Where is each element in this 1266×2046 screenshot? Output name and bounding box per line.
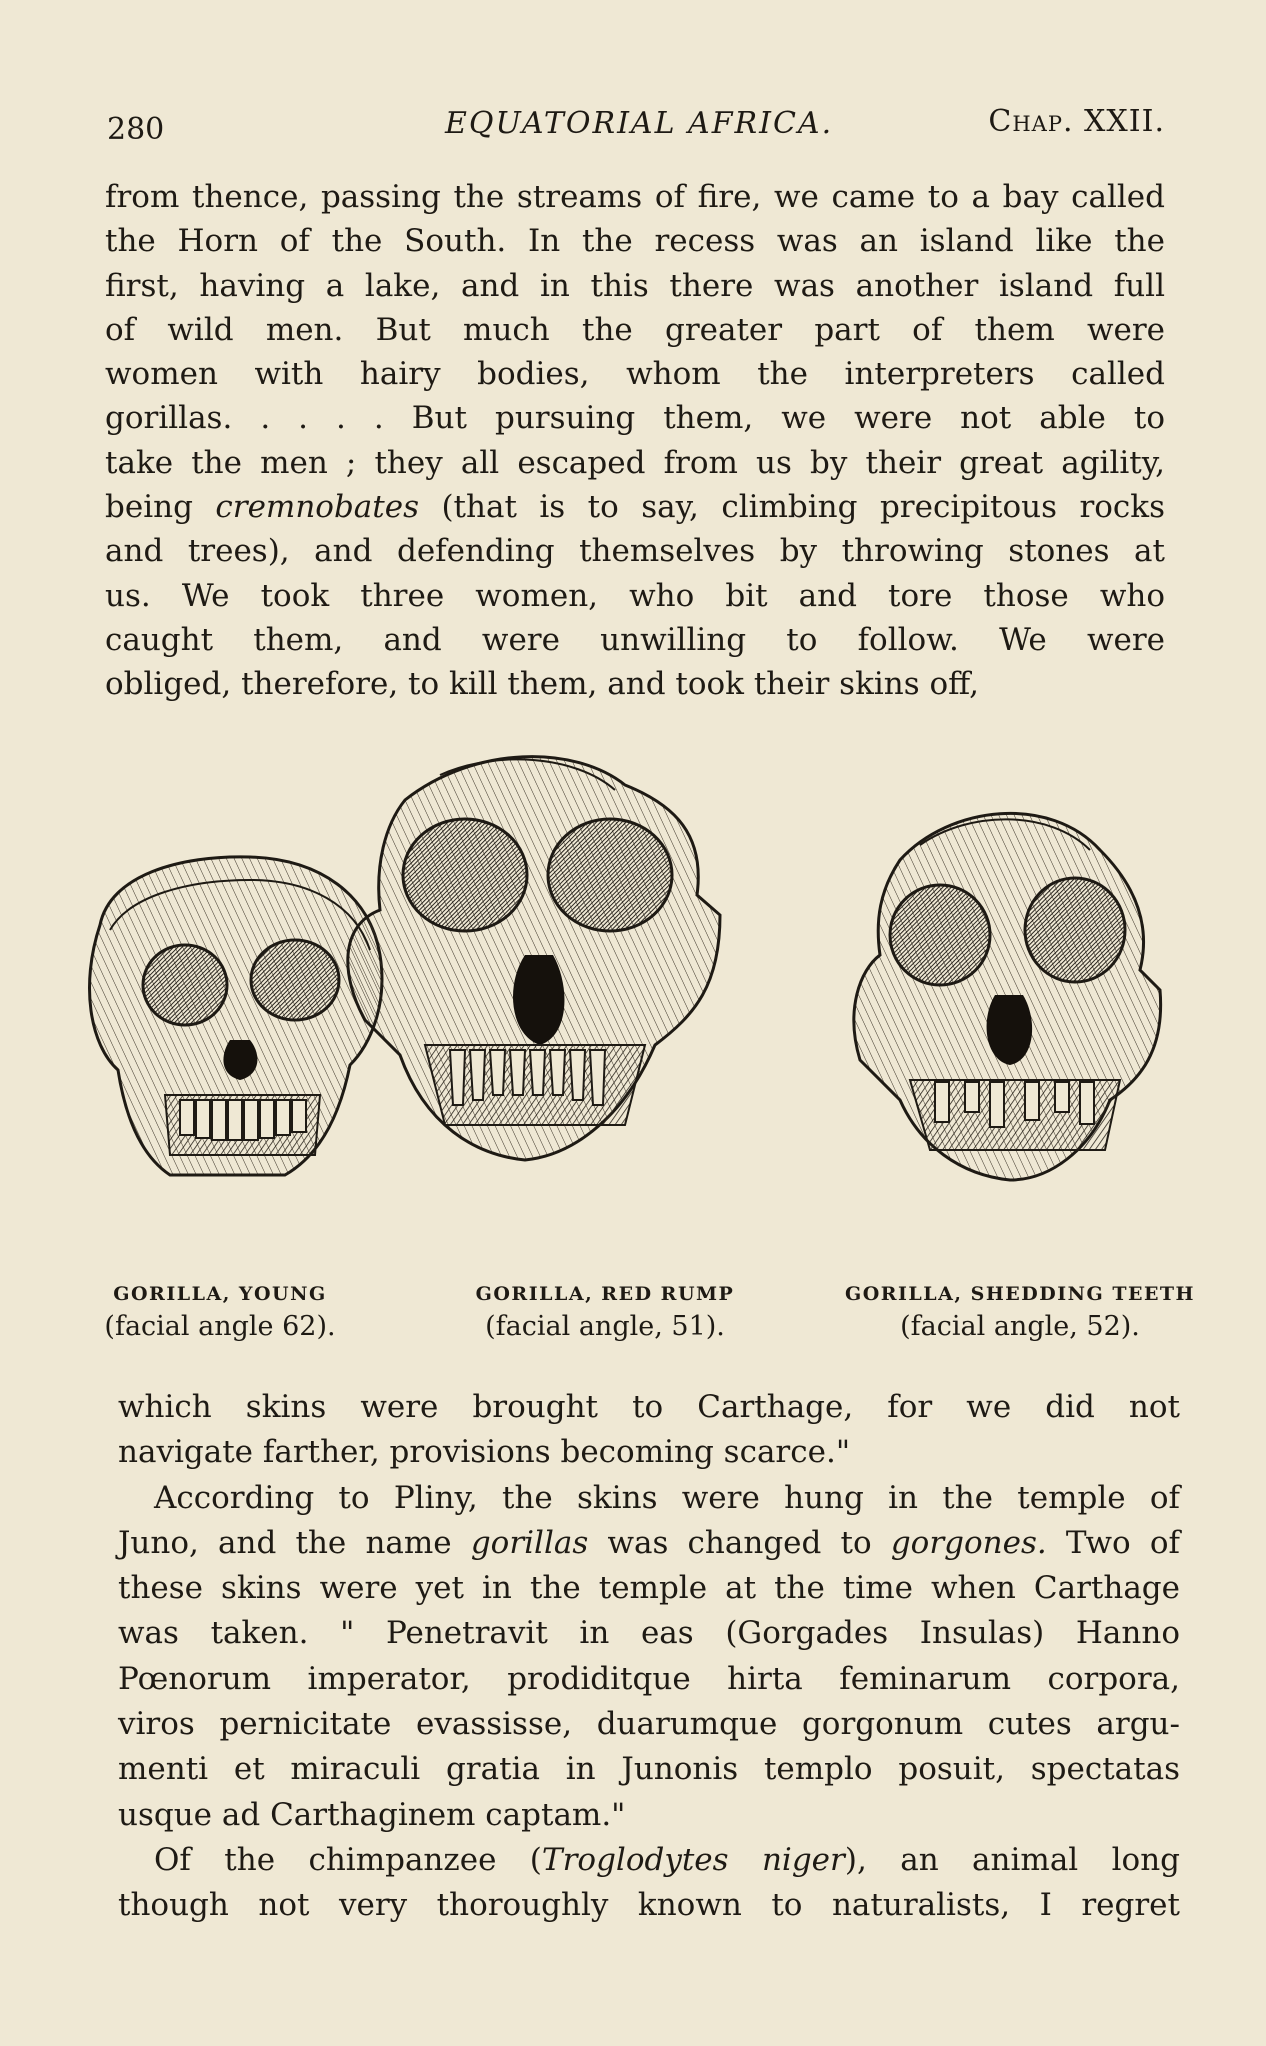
caption-title: GORILLA, YOUNG — [113, 1283, 327, 1305]
text-fragment: Two of — [1046, 1524, 1180, 1561]
text-line-troglodytes — [118, 1838, 1180, 1883]
italic-term-troglodytes-niger: Troglodytes niger — [541, 1841, 845, 1878]
caption-title: GORILLA, RED RUMP — [475, 1283, 735, 1305]
skull-engravings — [70, 745, 1230, 1265]
text-line: which skins were brought to Carthage, for we did not — [118, 1389, 1180, 1425]
text-line: women with hairy bodies, whom the interpreters called — [105, 356, 1165, 393]
text-line: though not very thoroughly known to naturalists, I regret — [118, 1887, 1180, 1924]
caption-angle: (facial angle 62). — [104, 1311, 336, 1342]
text-line: us. We took three women, who bit and tore those who — [105, 577, 1165, 614]
text-line: and trees), and defending themselves by throwing stones at — [105, 533, 1165, 570]
text-fragment: (that is to say, climbing precipitous rocks — [418, 489, 1165, 526]
text-line: navigate farther, provisions becoming scarce." — [118, 1434, 851, 1471]
text-line: usque ad Carthaginem captam." — [118, 1796, 626, 1833]
text-line: first, having a lake, and in this there was another island full — [105, 267, 1165, 304]
text-line: from thence, passing the streams of fire, we came to a bay called — [105, 179, 1165, 215]
caption-angle: (facial angle, 51). — [485, 1311, 725, 1342]
running-header — [105, 104, 1165, 154]
text-line: these skins were yet in the temple at the time when Carthage — [118, 1570, 1180, 1607]
text-line: viros pernicitate evassisse, duarumque gorgonum cutes argu- — [118, 1706, 1180, 1743]
italic-term-cremnobates: cremnobates — [215, 489, 419, 526]
text-fragment: being — [105, 489, 216, 526]
text-line: gorillas. . . . . But pursuing them, we were not able to — [105, 400, 1165, 437]
text-line: Pœnorum imperator, prodiditque hirta feminarum corpora, — [118, 1660, 1180, 1697]
text-line-gorillas — [118, 1521, 1180, 1566]
text-fragment: ), an animal long — [844, 1841, 1180, 1878]
skull-red-rump-gorilla — [348, 757, 720, 1160]
text-line: caught them, and were unwilling to follow. We were — [105, 621, 1165, 658]
text-fragment: was changed to — [588, 1524, 891, 1561]
text-fragment: Of the chimpanzee ( — [154, 1841, 542, 1878]
italic-term-gorgones: gorgones. — [890, 1524, 1047, 1561]
text-fragment: Juno, and the name — [118, 1524, 471, 1561]
page-number: 280 — [107, 112, 165, 147]
text-line: the Horn of the South. In the recess was an island like the — [105, 223, 1165, 260]
running-title: EQUATORIAL AFRICA. — [445, 106, 834, 141]
chapter-label: Chap. XXII. — [988, 104, 1165, 139]
italic-term-gorillas: gorillas — [470, 1524, 589, 1561]
skull-young-gorilla — [90, 857, 382, 1175]
text-line-cremnobates — [105, 485, 1165, 529]
text-line: According to Pliny, the skins were hung in the temple of — [154, 1479, 1180, 1516]
bottom-paragraphs — [118, 1385, 1180, 1929]
caption-angle: (facial angle, 52). — [900, 1311, 1140, 1342]
top-paragraph — [105, 175, 1165, 707]
caption-shedding-teeth — [820, 1283, 1220, 1342]
caption-title: GORILLA, SHEDDING TEETH — [844, 1283, 1196, 1305]
caption-young — [90, 1283, 350, 1342]
text-line: obliged, therefore, to kill them, and took their skins off, — [105, 666, 979, 703]
text-line: menti et miraculi gratia in Junonis templo posuit, spectatas — [118, 1751, 1180, 1788]
text-line: was taken. " Penetravit in eas (Gorgades Insulas) Hanno — [118, 1615, 1180, 1652]
text-line: take the men ; they all escaped from us by their great agility, — [105, 444, 1165, 481]
caption-red-rump — [455, 1283, 755, 1342]
skull-shedding-teeth-gorilla — [854, 813, 1161, 1180]
text-line: of wild men. But much the greater part of them were — [105, 311, 1165, 348]
